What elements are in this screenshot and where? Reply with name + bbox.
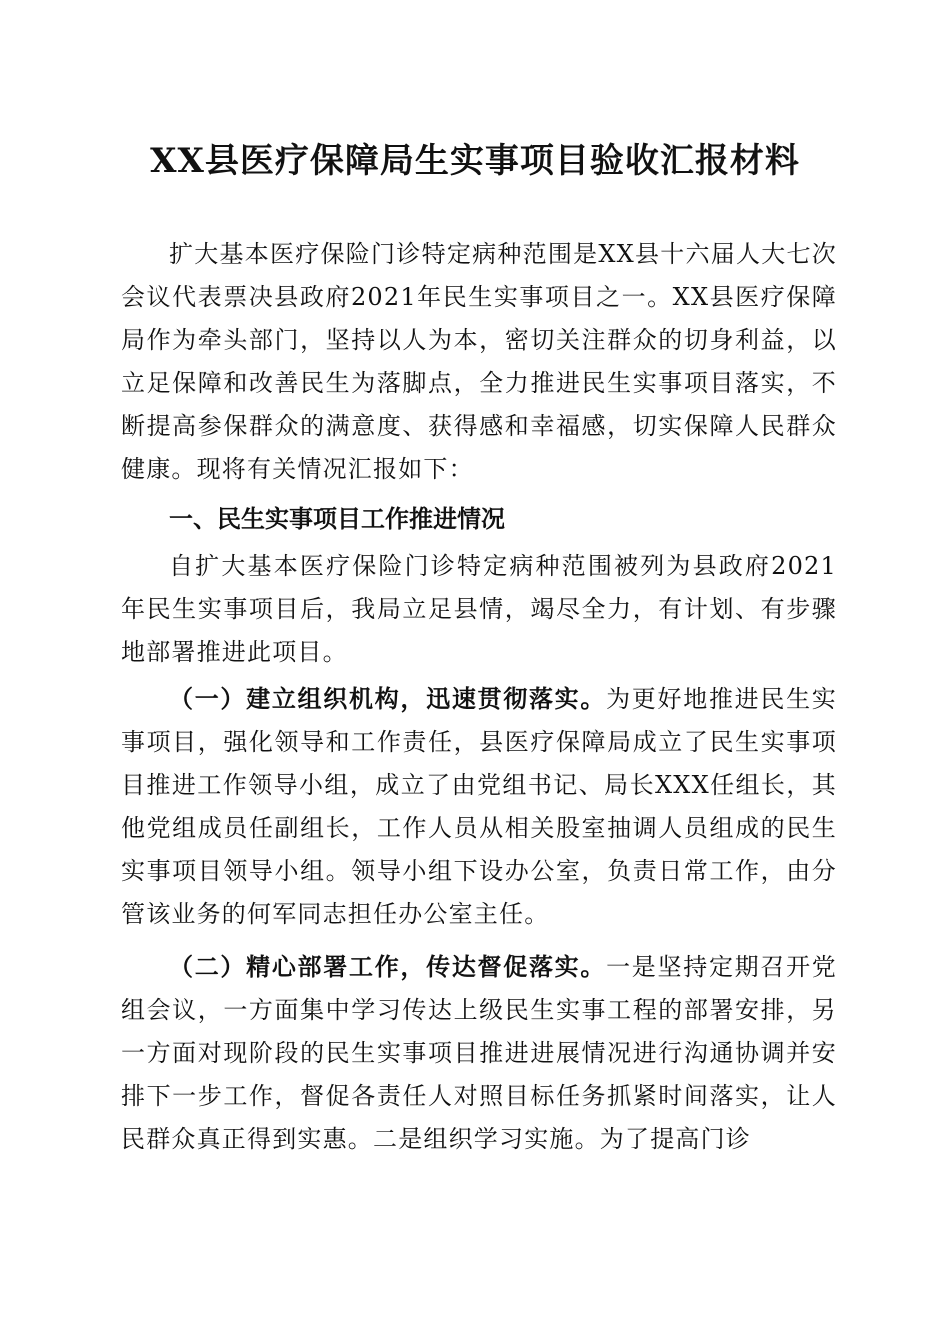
section-2-text: 一是坚持定期召开党组会议，一方面集中学习传达上级民生实事工程的部署安排，另一方面对现阶段的民生实事项目推进进展情况进行沟通协调并安排下一步工作，督促各责任人对照目标任务抓紧时间落实，让人民群众真正得到实惠。二是组织学习实施。为了提高门诊	[121, 953, 837, 1153]
section-1-text: 为更好地推进民生实事项目，强化领导和工作责任，县医疗保障局成立了民生实事项目推进工作领导小组，成立了由党组书记、局长XXX任组长，其他党组成员任副组长，工作人员从相关股室抽调人员组成的民生实事项目领导小组。领导小组下设办公室，负责日常工作，由分管该业务的何军同志担任办公室主任。	[121, 685, 837, 928]
section-2-paragraph	[121, 945, 837, 1161]
document-title: XX县医疗保障局生实事项目验收汇报材料	[150, 141, 800, 181]
overview-paragraph: 自扩大基本医疗保险门诊特定病种范围被列为县政府2021年民生实事项目后，我局立足县情，竭尽全力，有计划、有步骤地部署推进此项目。	[121, 552, 837, 666]
section-1-lead: （一）建立组织机构，迅速贯彻落实。	[169, 684, 607, 713]
section-heading: 一、民生实事项目工作推进情况	[169, 505, 505, 533]
intro-paragraph: 扩大基本医疗保险门诊特定病种范围是XX县十六届人大七次会议代表票决县政府2021年民生实事项目之一。XX县医疗保障局作为牵头部门，坚持以人为本，密切关注群众的切身利益，以立足保障和改善民生为落脚点，全力推进民生实事项目落实，不断提高参保群众的满意度、获得感和幸福感，切实保障人民群众健康。现将有关情况汇报如下：	[121, 240, 837, 483]
section-2-lead: （二）精心部署工作，传达督促落实。	[169, 952, 607, 981]
section-1-paragraph	[121, 677, 837, 936]
